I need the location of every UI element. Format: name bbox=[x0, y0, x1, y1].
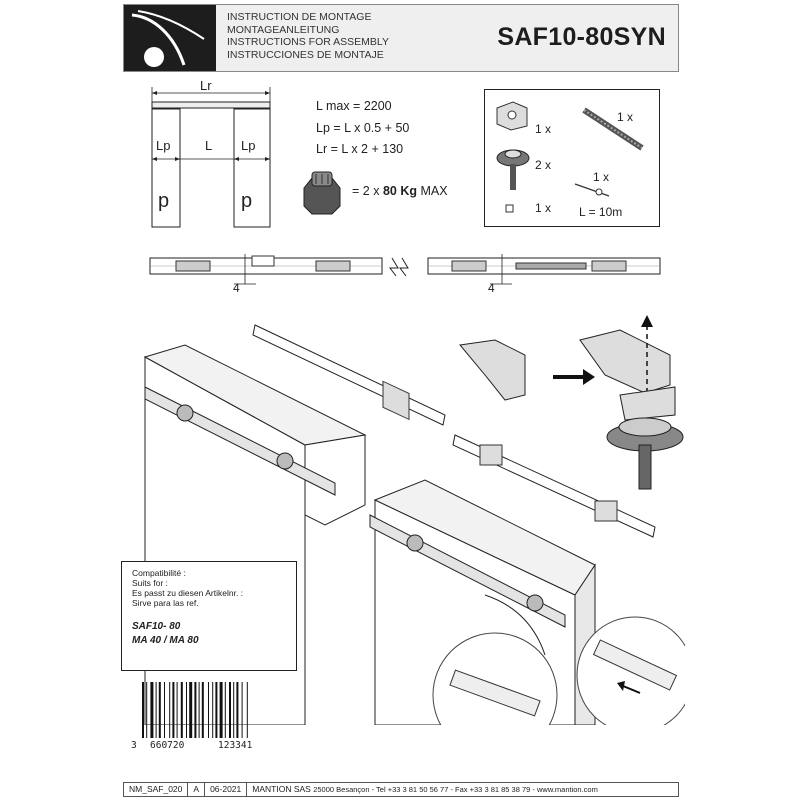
doc-number: NM_SAF_020 bbox=[124, 783, 188, 796]
formula-lr: Lr = L x 2 + 130 bbox=[316, 142, 404, 156]
compat-label-en: Suits for : bbox=[132, 578, 168, 588]
barcode-bar bbox=[172, 682, 174, 738]
dimension-diagram bbox=[130, 75, 290, 235]
doc-date: 06-2021 bbox=[205, 783, 247, 796]
stop-icon bbox=[505, 204, 515, 214]
barcode-bar bbox=[225, 682, 226, 738]
door-left-label: p bbox=[158, 190, 170, 212]
title-de: MONTAGEANLEITUNG bbox=[227, 23, 340, 36]
barcode-bar bbox=[146, 682, 147, 738]
cable-qty: 1 x bbox=[593, 170, 610, 184]
dim-lp-right-label: Lp bbox=[241, 138, 256, 153]
barcode-bar bbox=[169, 682, 170, 738]
screw-icon bbox=[580, 104, 650, 154]
company-info bbox=[247, 783, 603, 796]
model-number: SAF10-80SYN bbox=[497, 23, 666, 51]
load-value: 80 Kg bbox=[382, 184, 417, 198]
barcode-bar bbox=[242, 682, 243, 738]
barcode-bar bbox=[142, 682, 144, 738]
header bbox=[123, 4, 679, 72]
compat-label-es: Sirve para las ref. bbox=[132, 598, 199, 608]
roller-qty: 2 x bbox=[535, 158, 552, 172]
barcode-bar bbox=[208, 682, 209, 738]
title-fr: INSTRUCTION DE MONTAGE bbox=[227, 11, 372, 23]
barcode-bar bbox=[177, 682, 178, 738]
barcode-digits-right: 123341 bbox=[218, 740, 253, 751]
compatible-refs bbox=[132, 620, 199, 648]
offset-right-label: 4 bbox=[488, 281, 495, 295]
cable-length: L = 10m bbox=[579, 205, 623, 219]
compat-label-de: Es passt zu diesen Artikelnr. : bbox=[132, 588, 244, 598]
offset-left-label: 4 bbox=[233, 281, 240, 295]
barcode-bar bbox=[202, 682, 204, 738]
barcode-bar bbox=[189, 682, 192, 738]
kit-contents-box bbox=[484, 89, 660, 227]
door-right-label: p bbox=[241, 190, 253, 212]
barcode-bar bbox=[181, 682, 183, 738]
barcode-bar bbox=[236, 682, 238, 738]
compat-ref-1: SAF10- 80 bbox=[132, 621, 181, 632]
dim-l-label: L bbox=[205, 138, 213, 153]
barcode-bar bbox=[212, 682, 213, 738]
barcode-bar bbox=[164, 682, 165, 738]
barcode-bar bbox=[229, 682, 231, 738]
title-en: INSTRUCTIONS FOR ASSEMBLY bbox=[227, 36, 389, 48]
barcode-digit-first: 3 bbox=[131, 740, 137, 751]
barcode-bar bbox=[247, 682, 248, 738]
dim-lp-left-label: Lp bbox=[156, 138, 171, 153]
formula-lmax: L max = 2200 bbox=[316, 99, 392, 113]
bracket-qty: 1 x bbox=[535, 122, 552, 136]
instruction-titles bbox=[227, 11, 389, 61]
roller-icon bbox=[493, 140, 533, 194]
company-address: 25000 Besançon - Tel +33 3 81 50 56 77 - Fax +33 3 81 85 38 79 - www.mantion.com bbox=[313, 785, 598, 794]
barcode-bar bbox=[220, 682, 223, 738]
bracket-icon bbox=[493, 98, 533, 132]
barcode-bar bbox=[199, 682, 200, 738]
barcode-bar bbox=[150, 682, 153, 738]
barcode-digits-left: 660720 bbox=[150, 740, 185, 751]
revision: A bbox=[188, 783, 205, 796]
barcode-bar bbox=[194, 682, 196, 738]
screw-qty: 1 x bbox=[617, 110, 634, 124]
roller-carriage-icon bbox=[300, 170, 344, 216]
brand-logo bbox=[124, 5, 216, 71]
barcode-bar bbox=[156, 682, 157, 738]
stop-qty: 1 x bbox=[535, 201, 552, 215]
load-capacity bbox=[352, 184, 448, 198]
barcode bbox=[140, 682, 280, 740]
company-name: MANTION SAS bbox=[252, 784, 311, 794]
compat-label-fr: Compatibilité : bbox=[132, 568, 186, 578]
barcode-bar bbox=[186, 682, 187, 738]
formula-lp: Lp = L x 0.5 + 50 bbox=[316, 121, 410, 135]
rail-top-view bbox=[140, 244, 670, 300]
compatibility-box bbox=[121, 561, 297, 671]
load-suffix: MAX bbox=[420, 184, 448, 198]
barcode-bar bbox=[233, 682, 234, 738]
compatibility-labels bbox=[132, 568, 243, 608]
footer bbox=[123, 782, 679, 797]
dim-lr-label: Lr bbox=[200, 78, 212, 93]
barcode-bar bbox=[215, 682, 217, 738]
barcode-bar bbox=[159, 682, 161, 738]
load-prefix: = 2 x bbox=[352, 184, 380, 198]
title-es: INSTRUCCIONES DE MONTAJE bbox=[227, 48, 384, 61]
compat-ref-2: MA 40 / MA 80 bbox=[132, 635, 199, 646]
